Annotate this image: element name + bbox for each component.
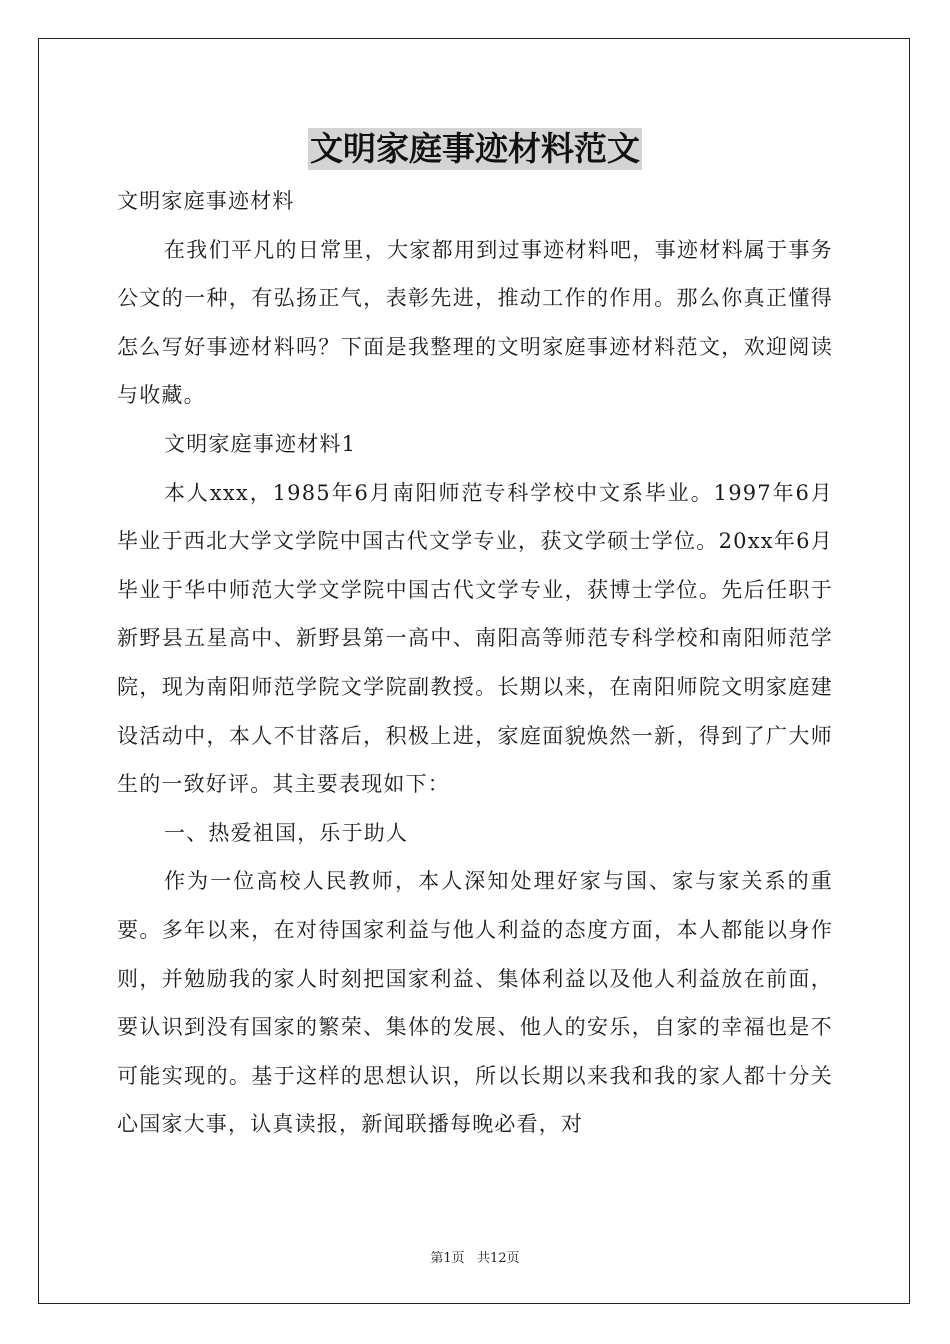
document-body (117, 177, 833, 1149)
page-footer: 第1页 共12页 (430, 1251, 520, 1266)
section-heading: 文明家庭事迹材料1 (164, 431, 357, 456)
point-paragraph: 作为一位高校人民教师，本人深知处理好家与国、家与家关系的重要。多年以来，在对待国家利益与他人利益的态度方面，本人都能以身作则，并勉励我的家人时刻把国家利益、集体利益以及他人利益放在前面，要认识到没有国家的繁荣、集体的发展、他人的安乐，自家的幸福也是不可能实现的。基于这样的思想认识，所以长期以来我和我的家人都十分关心国家大事，认真读报，新闻联播每晚必看，对 (117, 869, 833, 1137)
bio-paragraph: 本人xxx，1985年6月南阳师范专科学校中文系毕业。1997年6月毕业于西北大学文学院中国古代文学专业，获文学硕士学位。20xx年6月毕业于华中师范大学文学院中国古代文学专业，获博士学位。先后任职于新野县五星高中、新野县第一高中、南阳高等师范专科学校和南阳师范学院，现为南阳师范学院文学院副教授。长期以来，在南阳师院文明家庭建设活动中，本人不甘落后，积极上进，家庭面貌焕然一新，得到了广大师生的一致好评。其主要表现如下： (117, 480, 833, 797)
point-heading: 一、热爱祖国，乐于助人 (164, 820, 409, 845)
title-container (0, 128, 950, 170)
subtitle-paragraph: 文明家庭事迹材料 (117, 189, 295, 213)
document-title: 文明家庭事迹材料范文 (310, 129, 640, 168)
intro-paragraph: 在我们平凡的日常里，大家都用到过事迹材料吧，事迹材料属于事务公文的一种，有弘扬正气，表彰先进，推动工作的作用。那么你真正懂得怎么写好事迹材料吗？下面是我整理的文明家庭事迹材料范文，欢迎阅读与收藏。 (117, 237, 833, 408)
